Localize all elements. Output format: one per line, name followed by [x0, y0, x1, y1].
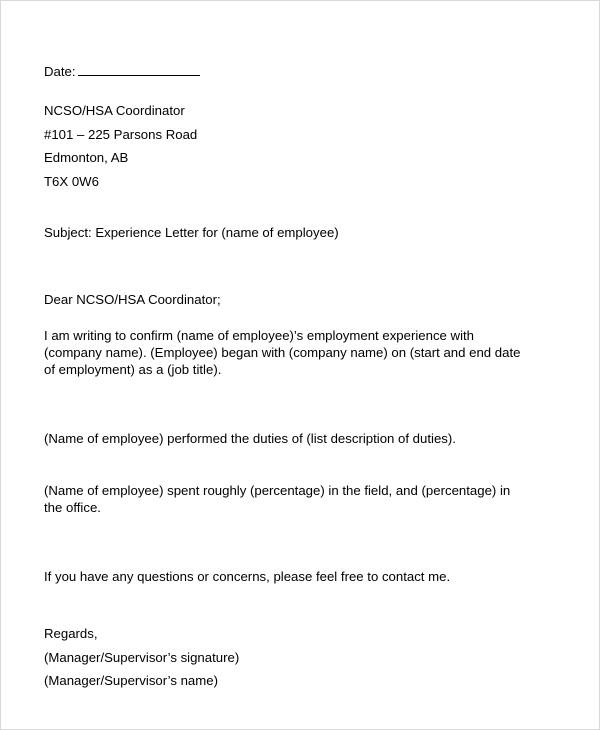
closing: Regards,	[44, 626, 98, 641]
name-line: (Manager/Supervisor’s name)	[44, 673, 218, 688]
date-blank-line	[78, 62, 200, 76]
date-line	[44, 62, 200, 80]
body-paragraph-contact: If you have any questions or concerns, please feel free to contact me.	[44, 569, 451, 584]
recipient-city: Edmonton, AB	[44, 150, 129, 165]
body-paragraph-percentage: (Name of employee) spent roughly (percentage) in the field, and (percentage) in the office.	[44, 483, 511, 515]
recipient-postal-code: T6X 0W6	[44, 174, 99, 189]
body-paragraph-confirm: I am writing to confirm (name of employee)’s employment experience with (company name). (Employee) began with (company name) on (start and end date of employment) as a (job title).	[44, 328, 521, 377]
salutation: Dear NCSO/HSA Coordinator;	[44, 292, 221, 307]
signature-line: (Manager/Supervisor’s signature)	[44, 650, 240, 665]
recipient-address-line: #101 – 225 Parsons Road	[44, 127, 198, 142]
recipient-title: NCSO/HSA Coordinator	[44, 103, 185, 118]
subject-line: Subject: Experience Letter for (name of employee)	[44, 225, 339, 240]
date-label: Date:	[44, 64, 76, 79]
body-paragraph-duties: (Name of employee) performed the duties of (list description of duties).	[44, 431, 456, 446]
